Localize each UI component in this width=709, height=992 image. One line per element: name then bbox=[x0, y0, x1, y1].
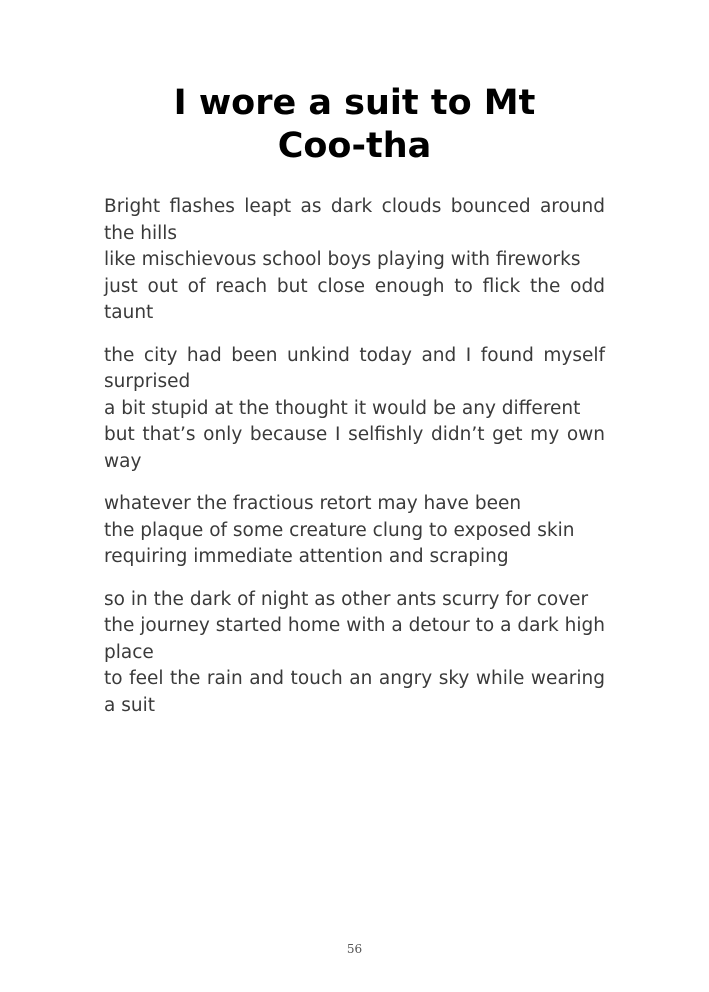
poem-title bbox=[104, 82, 605, 168]
poem-line: Bright flashes leapt as dark clouds bounced around the hills bbox=[104, 196, 605, 244]
poem-line: but that’s only because I selfishly didn’t get my own way bbox=[104, 424, 605, 472]
poem-line: a bit stupid at the thought it would be any different bbox=[104, 397, 581, 419]
page-number: 56 bbox=[346, 942, 363, 956]
poem-line: the plaque of some creature clung to exposed skin bbox=[104, 519, 575, 541]
poem-line: the city had been unkind today and I found myself surprised bbox=[104, 344, 605, 392]
poem-line: whatever the fractious retort may have been bbox=[104, 493, 522, 514]
poem-line: just out of reach but close enough to flick the odd taunt bbox=[104, 275, 605, 323]
poem-title-line-2: Coo-tha bbox=[277, 126, 432, 166]
stanza-1 bbox=[104, 194, 605, 327]
poem-line: so in the dark of night as other ants scurry for cover bbox=[104, 588, 589, 610]
stanza-2 bbox=[104, 343, 605, 476]
stanza-3 bbox=[104, 491, 605, 571]
poem-title-line-1: I wore a suit to Mt bbox=[173, 83, 536, 123]
poem-line: the journey started home with a detour to a dark high place bbox=[104, 615, 605, 663]
poem-body bbox=[104, 194, 605, 735]
poem-line: like mischievous school boys playing with fireworks bbox=[104, 249, 581, 270]
poem-line: requiring immediate attention and scraping bbox=[104, 546, 509, 567]
stanza-4 bbox=[104, 587, 605, 720]
poem-line: to feel the rain and touch an angry sky while wearing a suit bbox=[104, 668, 605, 716]
